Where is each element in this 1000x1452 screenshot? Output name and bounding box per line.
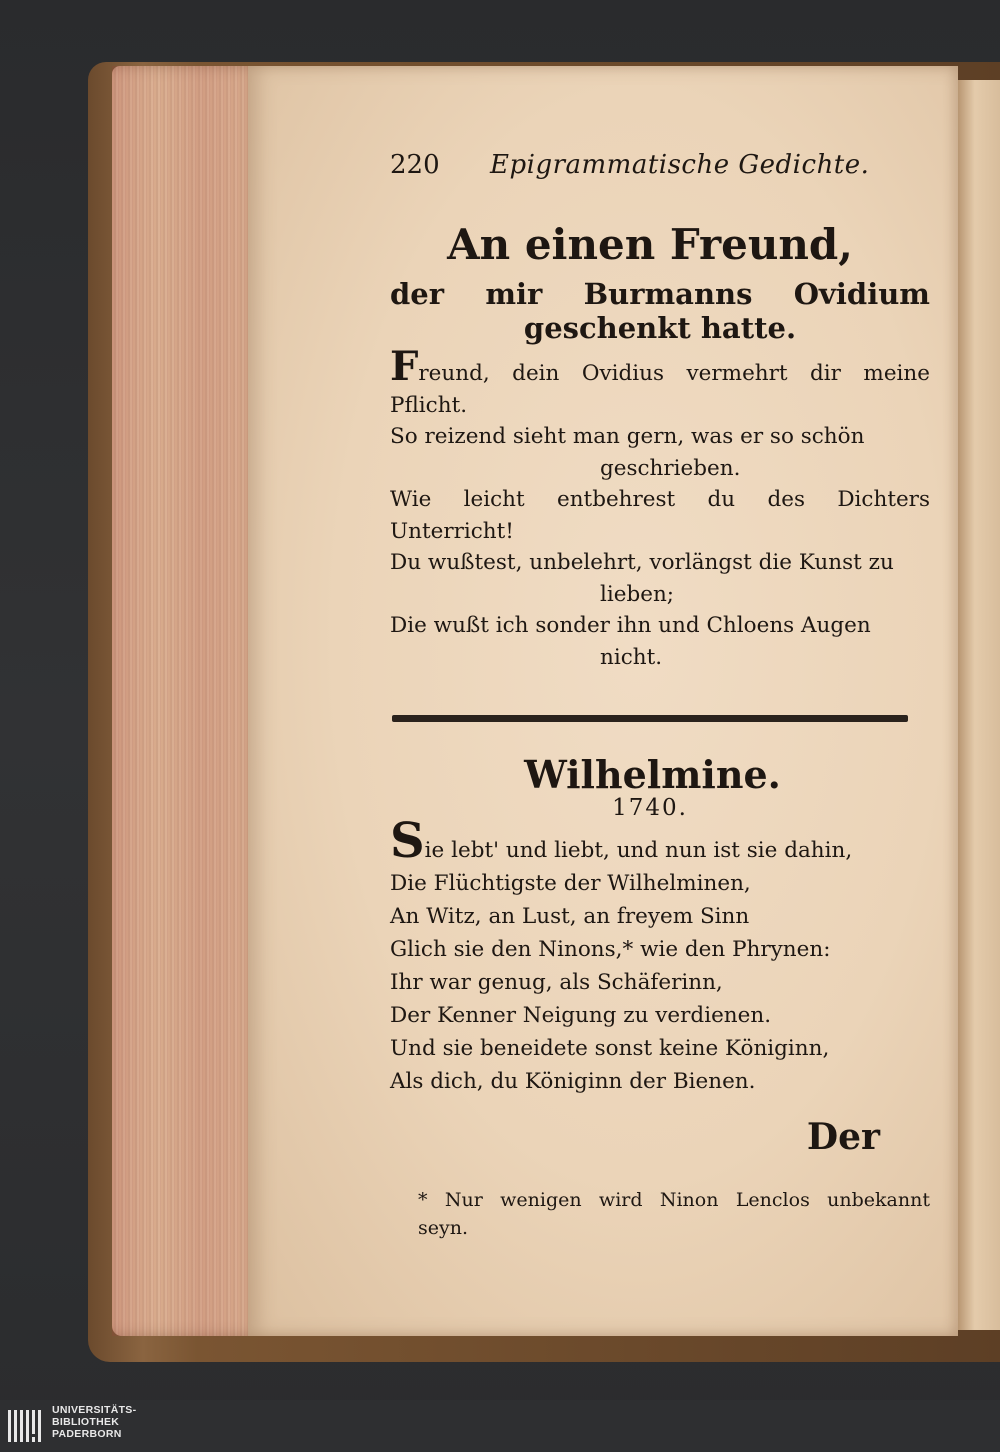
footnote: [390, 1186, 930, 1242]
poem1-line-4: Wie leicht entbehrest du des Dichters Unterricht!: [390, 487, 930, 544]
facing-page-edge: [958, 80, 1000, 1330]
running-head: [390, 150, 930, 200]
library-logo-bar: [0, 1400, 1000, 1452]
poem2-title: Wilhelmine.: [524, 752, 781, 797]
poem1-line-7: Die wußt ich sonder ihn und Chloens Augen: [390, 613, 871, 638]
poem1-line-6: lieben;: [600, 581, 675, 607]
poem1-line-8: nicht.: [600, 644, 663, 670]
poem2-year: 1740.: [612, 795, 688, 821]
library-logo-text: UNIVERSITÄTS- BIBLIOTHEK PADERBORN: [52, 1404, 137, 1440]
library-logo-icon: [6, 1406, 46, 1446]
poem1-line-5: Du wußtest, unbelehrt, vorlängst die Kunst zu: [390, 550, 894, 575]
poem2-line-1: Sie lebt' und liebt, und nun ist sie dahin,: [390, 813, 853, 869]
poem1-drop-cap: F: [390, 343, 419, 390]
poem2-line-7: Und sie beneidete sonst keine Königinn,: [390, 1036, 830, 1061]
footnote-line-2: seyn.: [418, 1217, 469, 1239]
catchword: Der: [806, 1116, 880, 1158]
footnote-line-1: * Nur wenigen wird Ninon Lenclos unbekannt: [418, 1189, 930, 1211]
running-head-title: Epigrammatische Gedichte.: [490, 150, 870, 180]
poem2-line-4: Glich sie den Ninons,* wie den Phrynen:: [390, 937, 831, 962]
poem2-drop-cap: S: [390, 813, 425, 869]
page-edges: [112, 66, 262, 1336]
poem1-line-3: geschrieben.: [600, 455, 741, 481]
poem2-line-8: Als dich, du Königinn der Bienen.: [390, 1069, 756, 1094]
poem2-line-2: Die Flüchtigste der Wilhelminen,: [390, 871, 751, 896]
poem1-subtitle: der mir Burmanns Ovidium geschenkt hatte.: [390, 277, 930, 345]
section-divider: [392, 715, 908, 722]
poem1-line-1: Freund, dein Ovidius vermehrt dir meine Pflicht.: [390, 343, 930, 418]
poem2-line-3: An Witz, an Lust, an freyem Sinn: [390, 904, 750, 929]
poem1-body: [390, 343, 930, 673]
page-number: 220: [390, 150, 440, 180]
poem2-body: [390, 813, 890, 1098]
poem2-line-5: Ihr war genug, als Schäferinn,: [390, 970, 723, 995]
poem1-line-2: So reizend sieht man gern, was er so schön: [390, 424, 865, 449]
poem2-line-6: Der Kenner Neigung zu verdienen.: [390, 1003, 772, 1028]
page-content: [390, 150, 930, 1242]
poem1-title: An einen Freund,: [447, 220, 853, 269]
